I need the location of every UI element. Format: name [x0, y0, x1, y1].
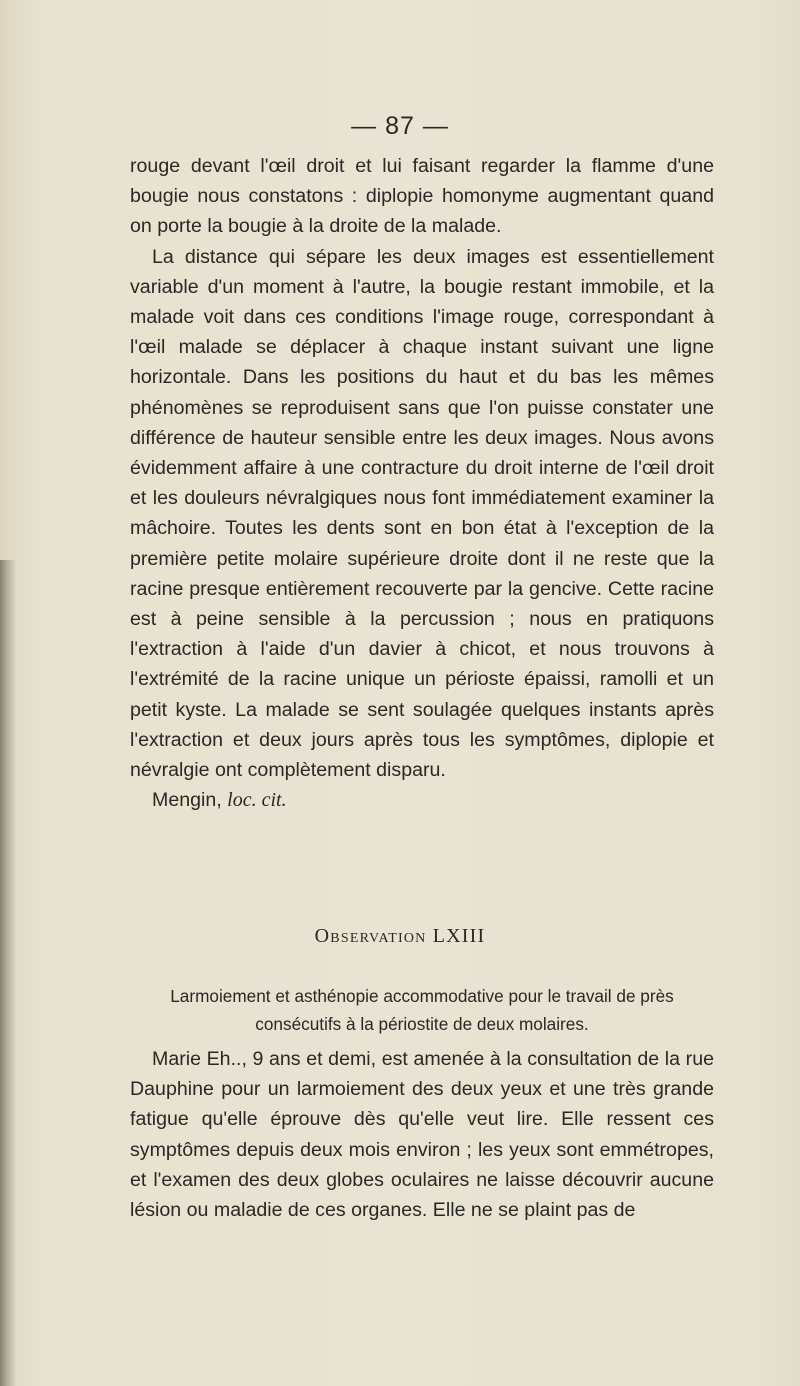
- citation: [130, 785, 714, 815]
- page-number: — 87 —: [351, 112, 449, 140]
- paragraph-continuation: rouge devant l'œil droit et lui faisant regarder la flamme d'une bougie nous constatons : diplopie homonyme augmentant quand on porte la bougie à la droite de la malade.: [130, 155, 714, 238]
- binding-shadow: [0, 560, 16, 1386]
- citation-reference: loc. cit.: [227, 789, 287, 812]
- citation-author: Mengin,: [152, 789, 222, 812]
- continuation-text: [130, 151, 714, 815]
- observation-summary: Larmoiement et asthénopie accommodative pour le travail de près consécutifs à la périostite de deux molaires.: [170, 986, 674, 1034]
- observation-text: [130, 1044, 714, 1225]
- paragraph-distance: La distance qui sépare les deux images est essentiellement variable d'un moment à l'autre, la bougie restant immobile, et la malade voit dans ces conditions l'image rouge, correspondant à l'œil malade se déplacer à chaque instant suivant une ligne horizontale. Dans les positions du haut et du bas les mêmes phénomènes se reproduisent sans que l'on puisse constater une différence de hauteur sensible entre les deux images. Nous avons évidemment affaire à une contracture du droit interne de l'œil droit et les douleurs névralgiques nous font immédiatement examiner la mâchoire. Toutes les dents sont en bon état à l'exception de la première petite molaire supérieure droite dont il ne reste que la racine presque entièrement recouverte par la gencive. Cette racine est à peine sensible à la percussion ; nous en pratiquons l'extraction à l'aide d'un davier à chicot, et nous trouvons à l'extrémité de la racine unique un périoste épaissi, ramolli et un petit kyste. La malade se sent soulagée quelques instants après l'extraction et deux jours après tous les symptômes, diplopie et névralgie ont complètement disparu.: [130, 245, 714, 782]
- observation-title: Observation LXIII: [314, 925, 486, 947]
- paragraph-observation: Marie Eh.., 9 ans et demi, est amenée à la consultation de la rue Dauphine pour un larmoiement des deux yeux et une très grande fatigue qu'elle éprouve dès qu'elle veut lire. Elle ressent ces symptômes depuis deux mois environ ; les yeux sont emmétropes, et l'examen des deux globes oculaires ne laisse découvrir aucune lésion ou maladie de ces organes. Elle ne se plaint pas de: [130, 1048, 714, 1222]
